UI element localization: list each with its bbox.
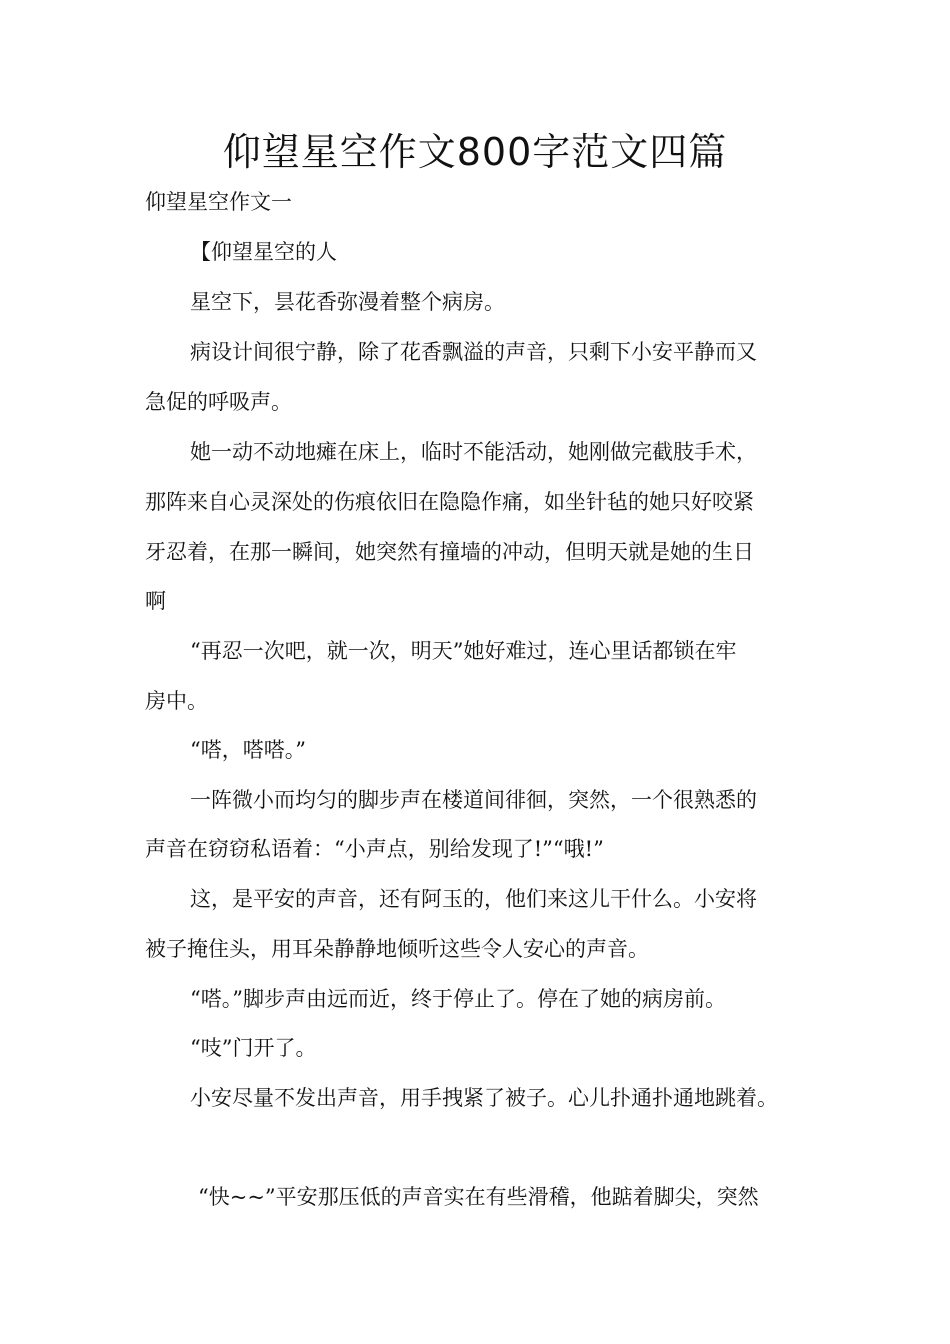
paragraph-line: 啊 <box>145 589 166 613</box>
paragraph-line: 急促的呼吸声。 <box>145 390 292 414</box>
paragraph-line: “嗒。”脚步声由远而近，终于停止了。停在了她的病房前。 <box>190 987 726 1011</box>
paragraph-line: 声音在窃窃私语着：“小声点，别给发现了!”“哦!” <box>145 837 604 861</box>
paragraph-line: 星空下，昙花香弥漫着整个病房。 <box>190 290 505 314</box>
paragraph-line: “快~~”平安那压低的声音实在有些滑稽，他踮着脚尖，突然 <box>198 1185 759 1209</box>
paragraph-line: 小安尽量不发出声音，用手拽紧了被子。心儿扑通扑通地跳着。 <box>190 1086 778 1110</box>
section-heading: 仰望星空作文一 <box>145 190 292 214</box>
paragraph-line: “再忍一次吧，就一次，明天”她好难过，连心里话都锁在牢 <box>190 639 737 663</box>
paragraph-line: 那阵来自心灵深处的伤痕依旧在隐隐作痛，如坐针毡的她只好咬紧 <box>145 490 754 514</box>
paragraph-line: 牙忍着，在那一瞬间，她突然有撞墙的冲动，但明天就是她的生日 <box>145 540 754 564</box>
paragraph-line: “吱”门开了。 <box>190 1036 317 1060</box>
paragraph-line: 【仰望星空的人 <box>190 240 337 264</box>
paragraph-line: 病设计间很宁静，除了花香飘溢的声音，只剩下小安平静而又 <box>190 340 757 364</box>
paragraph-line: 她一动不动地瘫在床上，临时不能活动，她刚做完截肢手术， <box>190 440 757 464</box>
paragraph-line: 一阵微小而均匀的脚步声在楼道间徘徊，突然，一个很熟悉的 <box>190 788 757 812</box>
paragraph-line: 房中。 <box>145 689 208 713</box>
document-title: 仰望星空作文800字范文四篇 <box>222 130 728 174</box>
paragraph-line: “嗒，嗒嗒。” <box>190 738 306 762</box>
paragraph-line: 被子掩住头，用耳朵静静地倾听这些令人安心的声音。 <box>145 937 649 961</box>
paragraph-line: 这，是平安的声音，还有阿玉的，他们来这儿干什么。小安将 <box>190 887 757 911</box>
